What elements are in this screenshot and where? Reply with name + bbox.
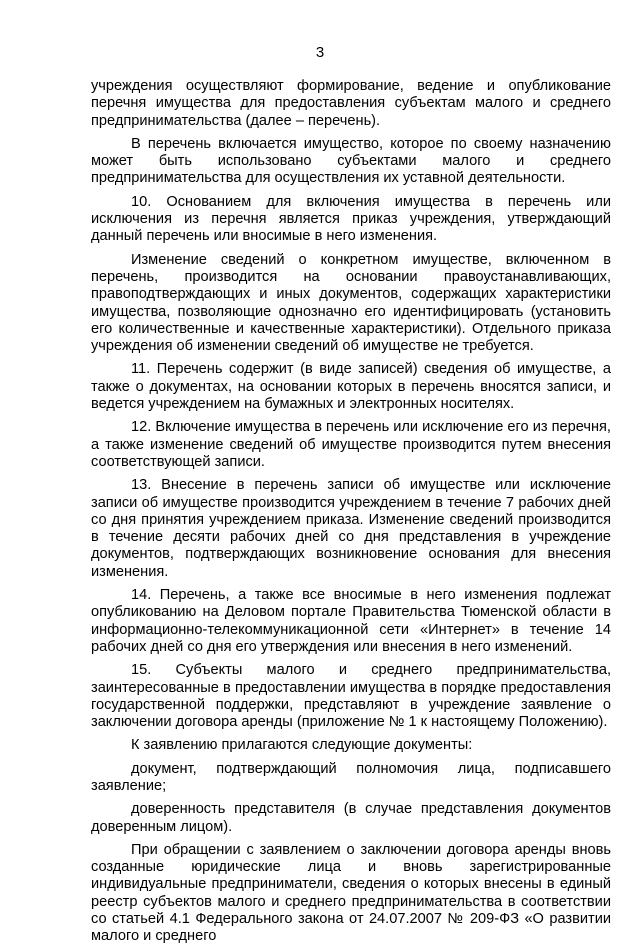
paragraph-6: 12. Включение имущества в перечень или исключение его из перечня, а также изменение сведений об имуществе производится путем внесения соответствующей записи.	[91, 419, 611, 470]
paragraph-10: К заявлению прилагаются следующие документы:	[131, 737, 473, 754]
paragraph-9: 15. Субъекты малого и среднего предпринимательства, заинтересованные в предоставлении имущества в порядке предоставления государственной поддержки, представляют в учреждение заявление о заключении договора аренды (приложение № 1 к настоящему Положению).	[91, 662, 611, 731]
paragraph-11: документ, подтверждающий полномочия лица, подписавшего заявление;	[91, 760, 611, 794]
paragraph-7: 13. Внесение в перечень записи об имуществе или исключение записи об имуществе производится учреждением в течение 7 рабочих дней со дня принятия учреждением приказа. Изменение сведений производится в течение десяти рабочих дней со дня представления в учреждение документов, подтверждающих возникновение основания для внесения изменения.	[91, 477, 611, 580]
paragraph-8: 14. Перечень, а также все вносимые в него изменения подлежат опубликованию на Деловом портале Правительства Тюменской области в информационно-телекоммуникационной сети «Интернет» в течение 14 рабочих дней со дня его утверждения или внесения в него изменений.	[91, 587, 611, 655]
document-body	[91, 78, 611, 952]
paragraph-1: учреждения осуществляют формирование, ведение и опубликование перечня имущества для предоставления субъектам малого и среднего предпринимательства (далее – перечень).	[91, 78, 611, 129]
paragraph-12: доверенность представителя (в случае представления документов доверенным лицом).	[91, 801, 611, 835]
paragraph-13: При обращении с заявлением о заключении договора аренды вновь созданные юридические лица и вновь зарегистрированные индивидуальные предприниматели, сведения о которых внесены в единый реестр субъектов малого и среднего предпринимательства в соответствии со статьей 4.1 Федерального закона от 24.07.2007 № 209-ФЗ «О развитии малого и среднего	[91, 841, 611, 945]
paragraph-2: В перечень включается имущество, которое по своему назначению может быть использовано субъектами малого и среднего предпринимательства для осуществления их уставной деятельности.	[91, 135, 611, 187]
paragraph-4: Изменение сведений о конкретном имуществе, включенном в перечень, производится на основании правоустанавливающих, правоподтверждающих и иных документов, содержащих характеристики имущества, позволяющие однозначно его идентифицировать (установить его количественные и качественные характеристики). Отдельного приказа учреждения об изменении сведений об имуществе не требуется.	[91, 251, 611, 355]
page-number: 3	[315, 44, 325, 61]
paragraph-3: 10. Основанием для включения имущества в перечень или исключения из перечня является приказ учреждения, утверждающий данный перечень или вносимые в него изменения.	[91, 193, 611, 245]
paragraph-5: 11. Перечень содержит (в виде записей) сведения об имуществе, а также о документах, на основании которых в перечень вносятся записи, и ведется учреждением на бумажных и электронных носителях.	[91, 361, 611, 413]
